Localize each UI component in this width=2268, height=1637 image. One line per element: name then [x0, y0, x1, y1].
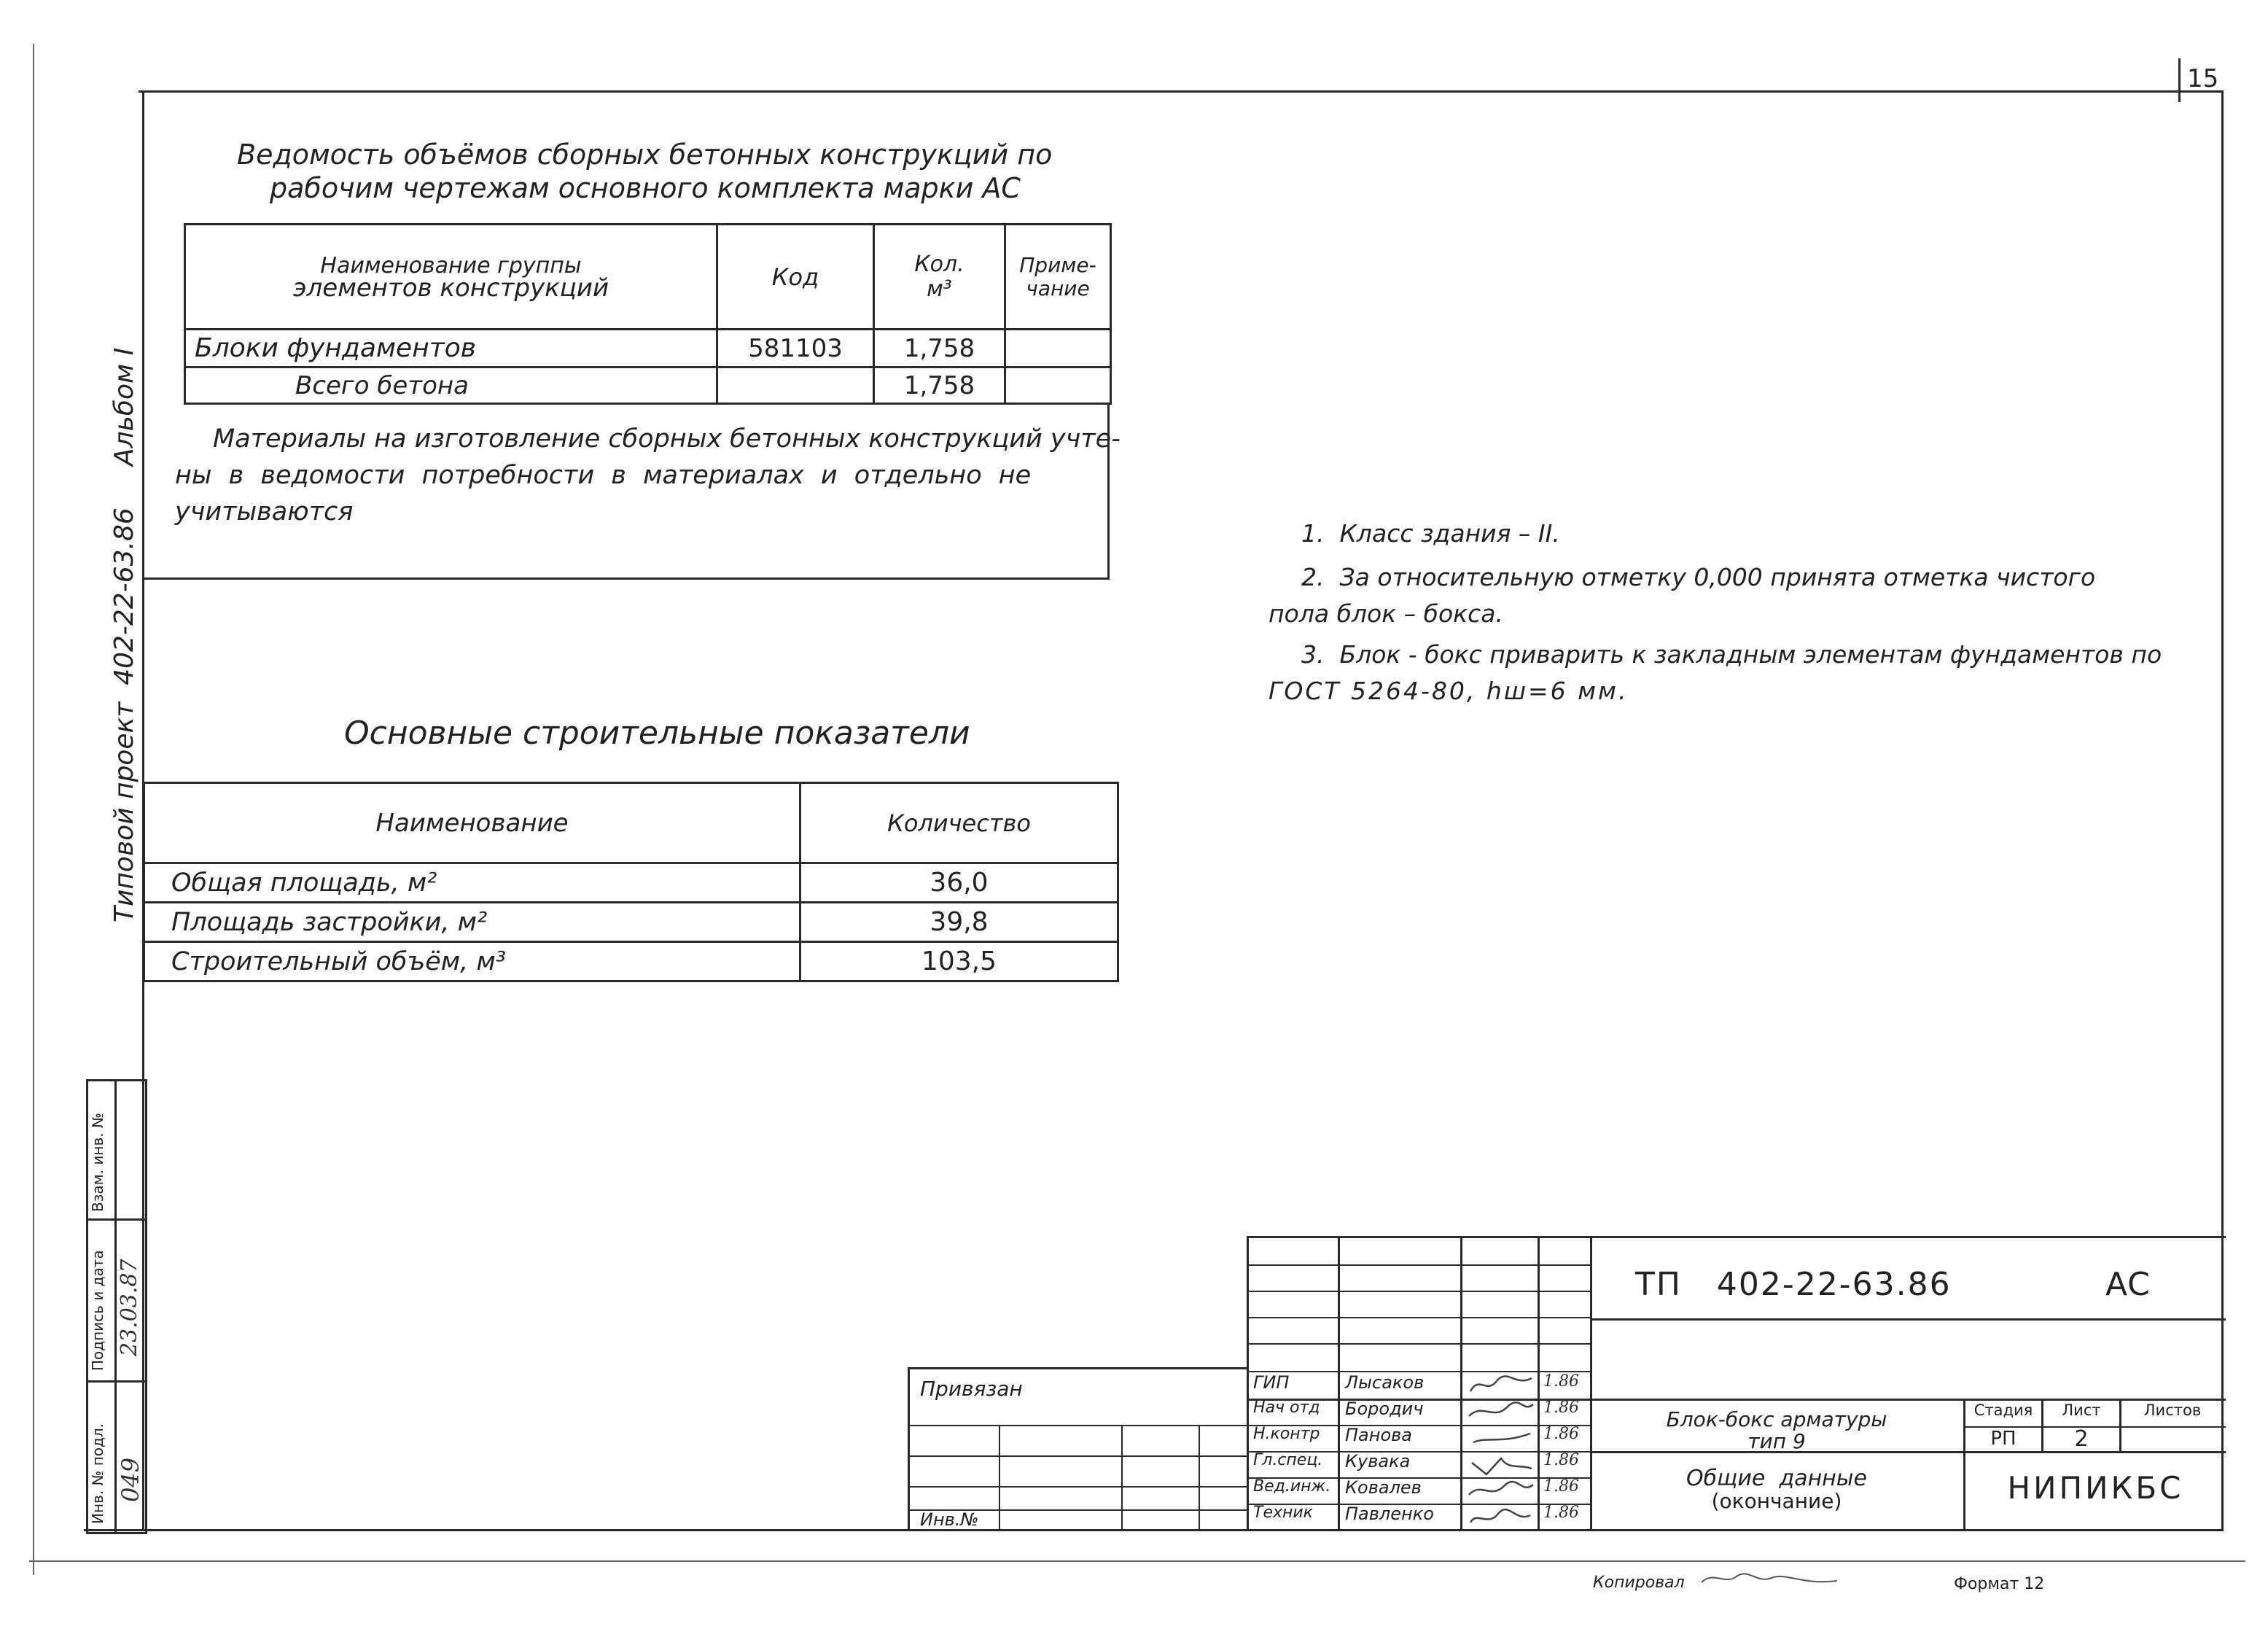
role-2: Н.контр: [1253, 1425, 1320, 1443]
copied-label: Копировал: [1593, 1574, 1685, 1592]
stage-label: Стадия: [1973, 1401, 2033, 1419]
date-1: 1.86: [1543, 1399, 1579, 1417]
tb-h4: [1249, 1343, 1591, 1345]
note-2-line2: пола блок – бокса.: [1269, 599, 1503, 628]
copied-signature: [1699, 1568, 1844, 1590]
indicators-title: Основные строительные показатели: [344, 715, 970, 752]
indicator-name: Общая площадь, м²: [144, 863, 800, 903]
corner-box-left: [2178, 58, 2181, 102]
signatures: [1465, 1372, 1538, 1531]
tb-h2: [1249, 1291, 1591, 1292]
project-vertical-label: Типовой проект 402-22-63.86 Альбом I: [109, 347, 139, 922]
building-title-line1: Блок-бокс арматуры: [1666, 1407, 1887, 1431]
binding-v3: [1199, 1425, 1200, 1531]
row-qty: 1,758: [874, 330, 1005, 368]
name-5: Павленко: [1345, 1504, 1434, 1524]
binding-label: Привязан: [920, 1377, 1023, 1401]
role-1: Нач отд: [1253, 1399, 1320, 1417]
tb-v1: [1338, 1238, 1340, 1531]
binding-block: [908, 1367, 1249, 1531]
indicator-name: Площадь застройки, м²: [144, 903, 800, 942]
sheet-label: Лист: [2062, 1401, 2101, 1419]
tb-h1: [1249, 1264, 1591, 1266]
name-1: Бородич: [1345, 1399, 1424, 1419]
sign-date-label: Подпись и дата: [89, 1250, 106, 1371]
date-3: 1.86: [1543, 1451, 1579, 1469]
volume-table: [184, 223, 1112, 405]
volume-title-line1: Ведомость объёмов сборных бетонных конструкций по: [237, 139, 1053, 171]
indicator-qty: 103,5: [800, 942, 1118, 981]
stamp-divider-h2: [88, 1380, 145, 1383]
indicators-header-name: Наименование: [144, 783, 800, 863]
table-row: [185, 330, 1111, 368]
table-row: [144, 863, 1118, 903]
stage-value: РП: [1990, 1428, 2016, 1450]
tb-code-divider: [1590, 1318, 2226, 1321]
replace-inv-label: Взам. инв. №: [89, 1113, 106, 1212]
tb-v3: [1538, 1238, 1540, 1531]
inv-label: Инв.№: [920, 1509, 979, 1530]
outer-frame-left: [33, 44, 34, 1575]
row-note: [1005, 368, 1111, 404]
binding-v2: [1121, 1425, 1123, 1531]
volume-title-line2: рабочим чертежам основного комплекта марки АС: [270, 172, 1021, 204]
note-2-line1: 2. За относительную отметку 0,000 принята отметка чистого: [1301, 563, 2096, 591]
row-note: [1005, 330, 1111, 368]
inv-no-label: Инв. № подл.: [89, 1423, 106, 1524]
sheet-title-line1: Общие данные: [1686, 1466, 1867, 1491]
binding-v1: [999, 1425, 1000, 1531]
materials-box-bottom: [144, 578, 1110, 580]
header-note: Приме- чание: [1005, 225, 1111, 330]
indicator-qty: 39,8: [800, 903, 1118, 942]
indicators-table: [143, 782, 1119, 982]
row-code: [717, 368, 874, 404]
date-5: 1.86: [1543, 1504, 1579, 1522]
inv-no-value: 049: [117, 1457, 144, 1502]
row-code: 581103: [717, 330, 874, 368]
row-name: Всего бетона: [185, 368, 717, 404]
date-0: 1.86: [1543, 1372, 1579, 1391]
header-code: Код: [717, 225, 874, 330]
date-4: 1.86: [1543, 1477, 1579, 1496]
sign-date-value: 23.03.87: [117, 1259, 142, 1356]
doc-code: ТП 402-22-63.86: [1635, 1266, 1952, 1303]
role-3: Гл.спец.: [1253, 1451, 1323, 1469]
sheet-corner-number: 15: [2187, 64, 2219, 93]
note-3-line2: ГОСТ 5264-80, hш=6 мм.: [1269, 677, 1629, 705]
table-row: [144, 942, 1118, 981]
doc-mark: АС: [2105, 1266, 2150, 1303]
table-row: [144, 903, 1118, 942]
format-label: Формат 12: [1954, 1575, 2045, 1593]
frame-top: [139, 90, 2224, 93]
materials-note-line2: ны в ведомости потребности в материалах и отдельно не: [175, 461, 1032, 490]
name-3: Кувака: [1345, 1451, 1411, 1471]
materials-note-line3: учитываются: [175, 497, 354, 526]
note-1: 1. Класс здания – II.: [1301, 519, 1560, 548]
role-0: ГИП: [1253, 1372, 1290, 1393]
sheets-label: Листов: [2143, 1401, 2202, 1419]
organization: НИПИКБС: [2007, 1470, 2184, 1506]
title-block: [1247, 1236, 2226, 1531]
header-name: Наименование группы элементов конструкций: [185, 225, 717, 330]
table-row: [185, 368, 1111, 404]
stamp-divider-h1: [88, 1218, 145, 1221]
date-2: 1.86: [1543, 1425, 1579, 1443]
name-0: Лысаков: [1345, 1372, 1425, 1393]
outer-frame-bottom: [29, 1560, 2245, 1562]
role-5: Техник: [1253, 1504, 1313, 1522]
row-qty: 1,758: [874, 368, 1005, 404]
row-name: Блоки фундаментов: [185, 330, 717, 368]
indicator-qty: 36,0: [800, 863, 1118, 903]
name-2: Панова: [1345, 1425, 1412, 1445]
name-4: Ковалев: [1345, 1477, 1422, 1498]
tb-v2: [1460, 1238, 1462, 1531]
indicator-name: Строительный объём, м³: [144, 942, 800, 981]
tb-h3: [1249, 1317, 1591, 1318]
sheet-value: 2: [2074, 1426, 2089, 1452]
building-title-line2: тип 9: [1747, 1429, 1806, 1453]
header-qty: Кол. м³: [874, 225, 1005, 330]
materials-note-line1: Материалы на изготовление сборных бетонных конструкций учте-: [213, 424, 1121, 454]
sheet-title-line2: (окончание): [1711, 1489, 1842, 1513]
note-3-line1: 3. Блок - бокс приварить к закладным элементам фундаментов по: [1301, 640, 2162, 669]
role-4: Вед.инж.: [1253, 1477, 1331, 1496]
indicators-header-qty: Количество: [800, 783, 1118, 863]
